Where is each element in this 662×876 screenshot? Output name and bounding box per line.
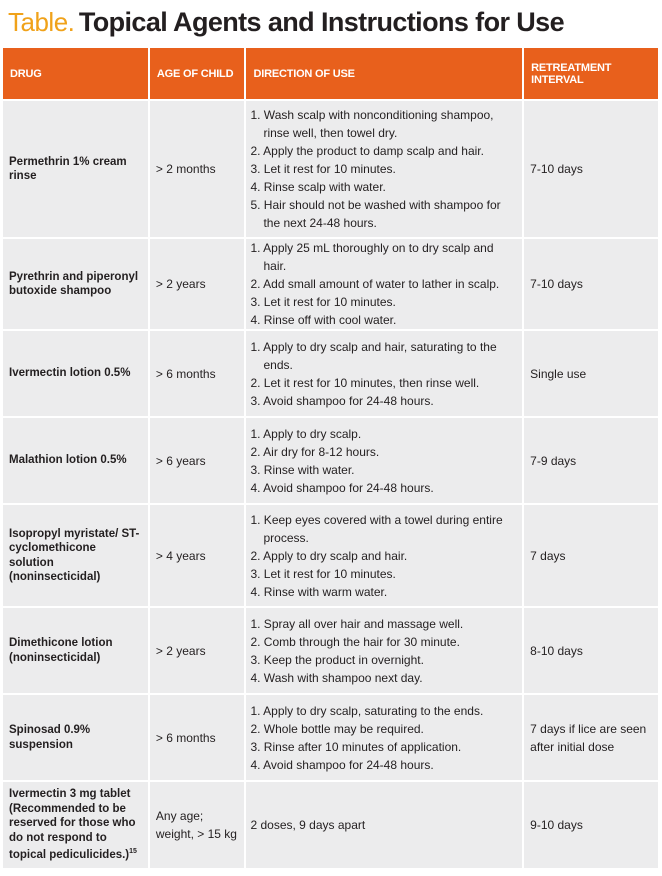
drug-name: Dimethicone lotion (noninsecticidal) (9, 637, 113, 664)
direction-step: 1. Apply 25 mL thoroughly on to dry scalp and hair. (250, 241, 494, 273)
drug-cell (3, 782, 148, 868)
table-row (3, 331, 658, 416)
interval-cell: 9-10 days (524, 782, 658, 868)
direction-step: 3. Keep the product in overnight. (250, 652, 424, 667)
direction-step: 2. Apply the product to damp scalp and hair. (250, 144, 484, 158)
drug-cell (3, 695, 148, 780)
direction-step: 2. Air dry for 8-12 hours. (250, 444, 380, 459)
drug-name: Permethrin 1% cream rinse (9, 155, 127, 182)
direction-cell (246, 239, 522, 329)
direction-list (250, 106, 516, 232)
direction-list (250, 511, 516, 601)
drug-name: Isopropyl myristate/ ST-cyclomethicone solution (noninsecticidal) (9, 527, 140, 583)
direction-step: 1. Wash scalp with nonconditioning shampoo, rinse well, then towel dry. (250, 108, 494, 140)
age-cell: > 2 years (150, 239, 245, 329)
table-row (3, 101, 658, 237)
interval-cell: 7-10 days (524, 101, 658, 237)
direction-list (250, 615, 516, 687)
direction-step: 4. Avoid shampoo for 24-48 hours. (250, 480, 434, 495)
direction-cell (246, 695, 522, 780)
topical-agents-table (1, 46, 660, 870)
drug-cell (3, 608, 148, 693)
table-row (3, 695, 658, 780)
age-cell: > 4 years (150, 505, 245, 606)
direction-step: 3. Rinse with water. (250, 462, 355, 477)
interval-cell: 7 days (524, 505, 658, 606)
direction-step: 2 doses, 9 days apart (250, 818, 366, 832)
table-row (3, 505, 658, 606)
age-cell: Any age; weight, > 15 kg (150, 782, 245, 868)
direction-step: 4. Rinse off with cool water. (250, 313, 397, 327)
direction-list (250, 338, 516, 410)
direction-step: 2. Let it rest for 10 minutes, then rinse well. (250, 375, 480, 390)
interval-cell: 7-10 days (524, 239, 658, 329)
table-row (3, 418, 658, 503)
direction-cell (246, 101, 522, 237)
direction-step: 1. Keep eyes covered with a towel during entire process. (250, 512, 503, 545)
interval-cell: 8-10 days (524, 608, 658, 693)
table-row (3, 608, 658, 693)
reference-superscript: 15 (129, 848, 137, 856)
age-cell: > 6 months (150, 695, 245, 780)
direction-step: 3. Let it rest for 10 minutes. (250, 295, 396, 309)
title-text: Topical Agents and Instructions for Use (78, 7, 565, 37)
direction-list (250, 816, 516, 834)
direction-cell (246, 418, 522, 503)
drug-name: Ivermectin 3 mg tablet (Recommended to be reserved for those who do not respond to topical pediculicides.) (9, 788, 136, 862)
direction-step: 1. Spray all over hair and massage well. (250, 616, 464, 631)
direction-cell (246, 782, 522, 868)
drug-name: Ivermectin lotion 0.5% (9, 367, 131, 380)
header-row (3, 48, 658, 99)
direction-step: 3. Let it rest for 10 minutes. (250, 162, 396, 176)
age-cell: > 2 years (150, 608, 245, 693)
drug-name: Malathion lotion 0.5% (9, 454, 127, 467)
direction-step: 3. Let it rest for 10 minutes. (250, 566, 396, 581)
direction-step: 1. Apply to dry scalp and hair, saturating to the ends. (250, 339, 497, 372)
title-label: Table. (8, 7, 75, 37)
direction-list (250, 425, 516, 497)
direction-step: 4. Rinse with warm water. (250, 584, 388, 599)
table-row (3, 239, 658, 329)
direction-list (250, 239, 516, 329)
direction-step: 3. Avoid shampoo for 24-48 hours. (250, 393, 434, 408)
direction-step: 1. Apply to dry scalp, saturating to the ends. (250, 703, 484, 718)
table-title (0, 0, 662, 46)
direction-cell (246, 505, 522, 606)
direction-step: 4. Wash with shampoo next day. (250, 670, 423, 685)
column-header-direction: DIRECTION OF USE (246, 48, 522, 99)
direction-step: 3. Rinse after 10 minutes of application. (250, 739, 462, 754)
direction-list (250, 702, 516, 774)
direction-step: 4. Rinse scalp with water. (250, 180, 386, 194)
interval-cell: Single use (524, 331, 658, 416)
interval-cell: 7 days if lice are seen after initial dose (524, 695, 658, 780)
drug-name: Spinosad 0.9% suspension (9, 724, 91, 751)
drug-cell (3, 101, 148, 237)
direction-step: 2. Whole bottle may be required. (250, 721, 424, 736)
drug-name: Pyrethrin and piperonyl butoxide shampoo (9, 270, 139, 297)
direction-step: 2. Apply to dry scalp and hair. (250, 548, 408, 563)
drug-cell (3, 505, 148, 606)
interval-cell: 7-9 days (524, 418, 658, 503)
column-header-age: AGE OF CHILD (150, 48, 245, 99)
drug-cell (3, 331, 148, 416)
drug-cell (3, 418, 148, 503)
direction-cell (246, 331, 522, 416)
column-header-interval: RETREATMENT INTERVAL (524, 48, 658, 99)
age-cell: > 6 years (150, 418, 245, 503)
direction-cell (246, 608, 522, 693)
table-row (3, 782, 658, 868)
direction-step: 4. Avoid shampoo for 24-48 hours. (250, 757, 434, 772)
age-cell: > 2 months (150, 101, 245, 237)
age-cell: > 6 months (150, 331, 245, 416)
column-header-drug: DRUG (3, 48, 148, 99)
direction-step: 2. Add small amount of water to lather in scalp. (250, 277, 500, 291)
direction-step: 2. Comb through the hair for 30 minute. (250, 634, 460, 649)
direction-step: 1. Apply to dry scalp. (250, 426, 362, 441)
direction-step: 5. Hair should not be washed with shampoo for the next 24-48 hours. (250, 198, 501, 230)
drug-cell (3, 239, 148, 329)
